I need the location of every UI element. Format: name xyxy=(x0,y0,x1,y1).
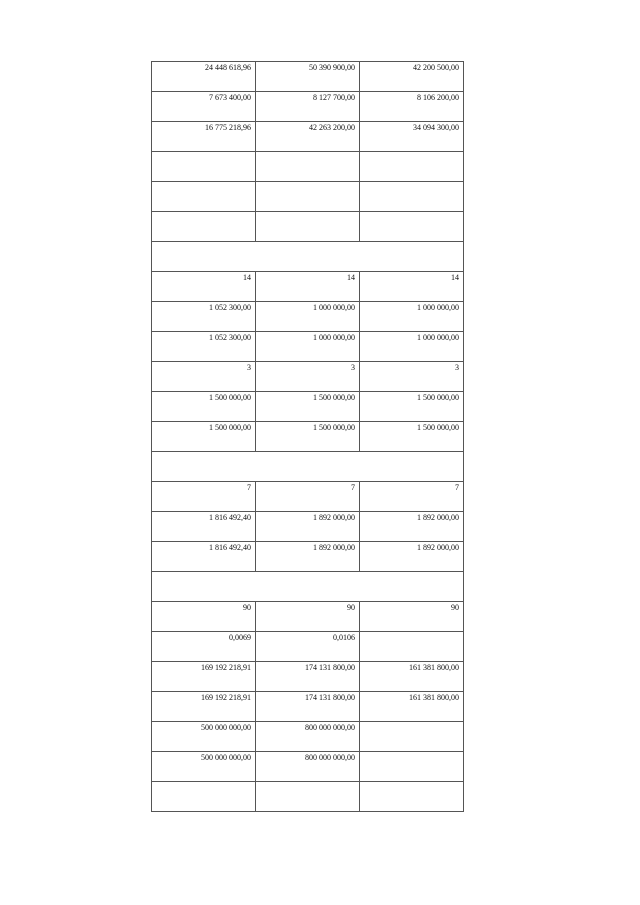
table-cell xyxy=(152,692,256,722)
table-cell xyxy=(152,302,256,332)
table-row xyxy=(152,782,464,812)
cell-value: 42 263 200,00 xyxy=(309,123,355,132)
cell-value: 174 131 800,00 xyxy=(305,693,355,702)
table-cell xyxy=(256,62,360,92)
table-row xyxy=(152,332,464,362)
table-cell xyxy=(152,92,256,122)
cell-value: 42 200 500,00 xyxy=(413,63,459,72)
section-row xyxy=(152,572,464,602)
table-cell xyxy=(152,722,256,752)
table-cell xyxy=(256,632,360,662)
cell-value: 8 106 200,00 xyxy=(417,93,459,102)
table-cell xyxy=(360,632,464,662)
cell-value: 3 xyxy=(351,363,355,372)
cell-value: 1 052 300,00 xyxy=(209,333,251,342)
cell-value: 7 xyxy=(351,483,355,492)
cell-value: 7 673 400,00 xyxy=(209,93,251,102)
cell-value: 7 xyxy=(455,483,459,492)
table-cell xyxy=(152,272,256,302)
table-cell xyxy=(152,662,256,692)
table-cell xyxy=(256,692,360,722)
table-row xyxy=(152,692,464,722)
cell-value: 90 xyxy=(347,603,355,612)
table-cell xyxy=(360,182,464,212)
cell-value: 1 500 000,00 xyxy=(417,423,459,432)
cell-value: 3 xyxy=(247,363,251,372)
table-cell xyxy=(256,392,360,422)
cell-value: 1 500 000,00 xyxy=(209,393,251,402)
table-cell xyxy=(360,662,464,692)
cell-value: 800 000 000,00 xyxy=(305,753,355,762)
table-row xyxy=(152,62,464,92)
cell-value: 14 xyxy=(347,273,355,282)
cell-value: 800 000 000,00 xyxy=(305,723,355,732)
section-row xyxy=(152,452,464,482)
cell-value: 16 775 218,96 xyxy=(205,123,251,132)
cell-value: 8 127 700,00 xyxy=(313,93,355,102)
cell-value: 50 390 900,00 xyxy=(309,63,355,72)
section-cell xyxy=(152,242,464,272)
table-cell xyxy=(360,332,464,362)
table-cell xyxy=(256,212,360,242)
cell-value: 1 000 000,00 xyxy=(417,303,459,312)
cell-value: 1 500 000,00 xyxy=(417,393,459,402)
cell-value: 1 816 492,40 xyxy=(209,513,251,522)
document-page xyxy=(151,61,463,812)
table-cell xyxy=(152,122,256,152)
table-cell xyxy=(360,542,464,572)
cell-value: 1 500 000,00 xyxy=(313,393,355,402)
table-cell xyxy=(360,92,464,122)
table-cell xyxy=(152,332,256,362)
cell-value: 14 xyxy=(243,273,251,282)
table-cell xyxy=(360,752,464,782)
cell-value: 1 052 300,00 xyxy=(209,303,251,312)
financial-table xyxy=(151,61,464,812)
table-cell xyxy=(256,122,360,152)
cell-value: 1 500 000,00 xyxy=(209,423,251,432)
cell-value: 24 448 618,96 xyxy=(205,63,251,72)
table-cell xyxy=(256,302,360,332)
cell-value: 1 500 000,00 xyxy=(313,423,355,432)
table-cell xyxy=(152,632,256,662)
cell-value: 161 381 800,00 xyxy=(409,663,459,672)
table-cell xyxy=(152,512,256,542)
table-cell xyxy=(360,362,464,392)
cell-value: 500 000 000,00 xyxy=(201,723,251,732)
table-row xyxy=(152,152,464,182)
table-cell xyxy=(360,782,464,812)
table-row xyxy=(152,632,464,662)
cell-value: 1 000 000,00 xyxy=(313,333,355,342)
table-cell xyxy=(256,362,360,392)
table-row xyxy=(152,512,464,542)
table-cell xyxy=(152,752,256,782)
table-cell xyxy=(360,602,464,632)
table-cell xyxy=(256,422,360,452)
cell-value: 500 000 000,00 xyxy=(201,753,251,762)
table-cell xyxy=(152,62,256,92)
cell-value: 0,0069 xyxy=(229,633,251,642)
table-cell xyxy=(256,782,360,812)
table-cell xyxy=(256,152,360,182)
table-row xyxy=(152,302,464,332)
cell-value: 0,0106 xyxy=(333,633,355,642)
cell-value: 169 192 218,91 xyxy=(201,663,251,672)
cell-value: 161 381 800,00 xyxy=(409,693,459,702)
cell-value: 174 131 800,00 xyxy=(305,663,355,672)
table-cell xyxy=(152,212,256,242)
table-row xyxy=(152,752,464,782)
cell-value: 1 816 492,40 xyxy=(209,543,251,552)
cell-value: 1 892 000,00 xyxy=(313,543,355,552)
table-cell xyxy=(256,602,360,632)
table-cell xyxy=(152,782,256,812)
cell-value: 169 192 218,91 xyxy=(201,693,251,702)
table-row xyxy=(152,722,464,752)
cell-value: 1 000 000,00 xyxy=(313,303,355,312)
table-cell xyxy=(256,182,360,212)
table-row xyxy=(152,422,464,452)
table-cell xyxy=(152,422,256,452)
cell-value: 34 094 300,00 xyxy=(413,123,459,132)
table-cell xyxy=(360,482,464,512)
cell-value: 14 xyxy=(451,273,459,282)
table-row xyxy=(152,392,464,422)
table-cell xyxy=(256,332,360,362)
table-cell xyxy=(360,152,464,182)
table-cell xyxy=(256,722,360,752)
table-row xyxy=(152,362,464,392)
table-row xyxy=(152,182,464,212)
table-cell xyxy=(360,512,464,542)
cell-value: 1 892 000,00 xyxy=(417,543,459,552)
section-row xyxy=(152,242,464,272)
table-cell xyxy=(360,122,464,152)
table-row xyxy=(152,482,464,512)
table-cell xyxy=(360,302,464,332)
table-cell xyxy=(152,602,256,632)
table-cell xyxy=(360,212,464,242)
section-cell xyxy=(152,452,464,482)
table-cell xyxy=(152,182,256,212)
table-cell xyxy=(256,542,360,572)
cell-value: 1 000 000,00 xyxy=(417,333,459,342)
table-cell xyxy=(256,662,360,692)
table-row xyxy=(152,122,464,152)
table-cell xyxy=(360,692,464,722)
cell-value: 7 xyxy=(247,483,251,492)
cell-value: 1 892 000,00 xyxy=(417,513,459,522)
table-cell xyxy=(360,422,464,452)
table-cell xyxy=(256,512,360,542)
table-cell xyxy=(256,92,360,122)
cell-value: 3 xyxy=(455,363,459,372)
table-cell xyxy=(360,62,464,92)
table-cell xyxy=(360,392,464,422)
cell-value: 90 xyxy=(243,603,251,612)
table-cell xyxy=(152,392,256,422)
table-row xyxy=(152,92,464,122)
table-cell xyxy=(152,542,256,572)
cell-value: 90 xyxy=(451,603,459,612)
table-row xyxy=(152,602,464,632)
table-body xyxy=(152,62,464,812)
table-row xyxy=(152,272,464,302)
table-cell xyxy=(152,482,256,512)
table-cell xyxy=(256,272,360,302)
table-row xyxy=(152,212,464,242)
table-cell xyxy=(152,362,256,392)
table-row xyxy=(152,662,464,692)
table-cell xyxy=(256,482,360,512)
table-cell xyxy=(152,152,256,182)
table-cell xyxy=(360,722,464,752)
table-row xyxy=(152,542,464,572)
section-cell xyxy=(152,572,464,602)
table-cell xyxy=(256,752,360,782)
cell-value: 1 892 000,00 xyxy=(313,513,355,522)
table-cell xyxy=(360,272,464,302)
